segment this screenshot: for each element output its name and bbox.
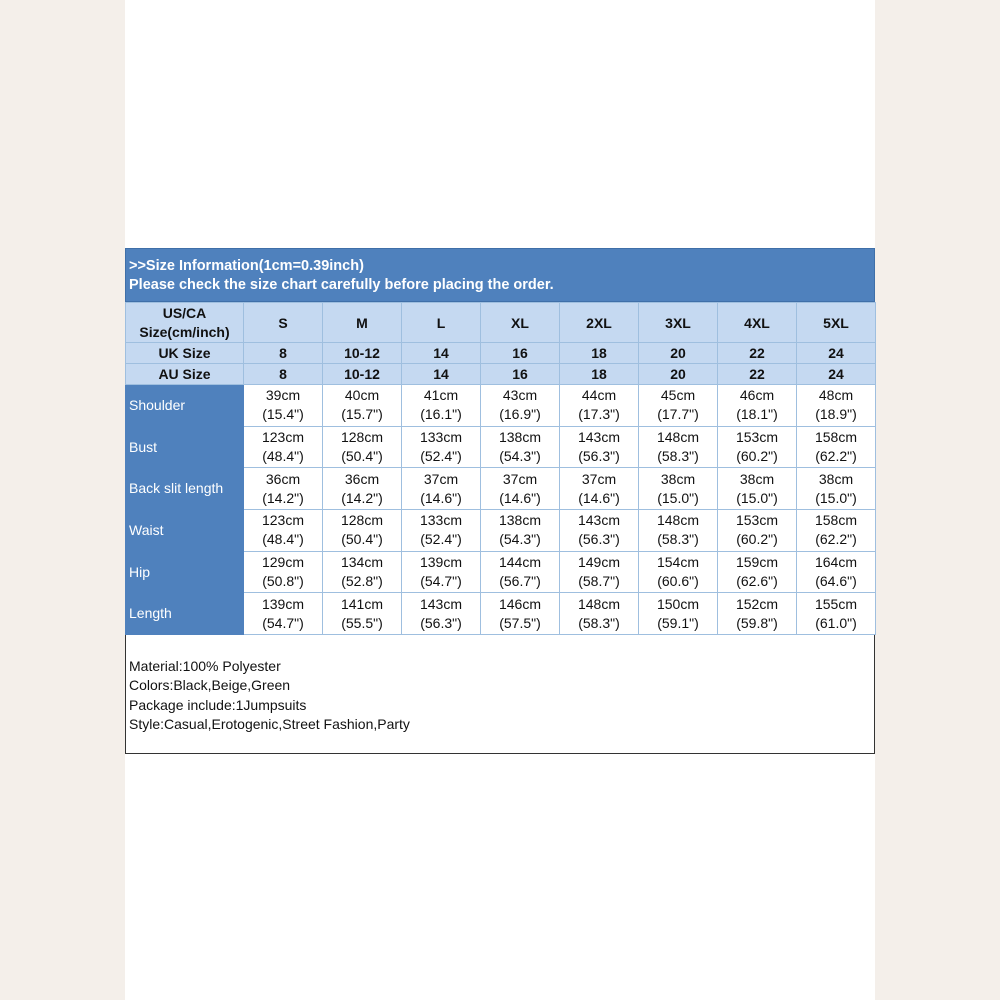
measurement-cell — [797, 468, 876, 510]
measurement-cell — [244, 468, 323, 510]
size-cell: 4XL — [718, 303, 797, 343]
measurement-cell — [797, 426, 876, 468]
inch-value: (48.4") — [262, 531, 304, 548]
cm-value: 46cm — [739, 387, 775, 404]
material-text: Material:100% Polyester — [129, 658, 281, 675]
measurement-cell — [481, 593, 560, 635]
inch-value: (48.4") — [262, 448, 304, 465]
uk-size-label: UK Size — [126, 343, 244, 364]
inch-value: (52.4") — [420, 531, 462, 548]
measurement-cell — [560, 468, 639, 510]
measurement-cell — [402, 385, 481, 427]
measurement-cell — [718, 468, 797, 510]
size-cell: M — [323, 303, 402, 343]
size-info-banner — [125, 248, 875, 302]
product-info-box — [125, 635, 875, 754]
cm-value: 144cm — [498, 554, 542, 571]
cm-value: 37cm — [581, 470, 617, 487]
measurement-cell — [560, 593, 639, 635]
inch-value: (58.3") — [657, 448, 699, 465]
size-cell: 2XL — [560, 303, 639, 343]
measurement-cell — [323, 468, 402, 510]
cm-value: 153cm — [735, 429, 779, 446]
us-ca-size-row — [126, 303, 876, 343]
inch-value: (56.3") — [420, 614, 462, 631]
size-table — [125, 302, 876, 635]
inch-value: (56.7") — [499, 573, 541, 590]
inch-value: (60.6") — [657, 573, 699, 590]
cm-value: 155cm — [814, 595, 858, 612]
inch-value: (57.5") — [499, 614, 541, 631]
inch-value: (54.7") — [262, 614, 304, 631]
inch-value: (14.2") — [341, 489, 383, 506]
measurement-cell — [481, 551, 560, 593]
size-cell: 22 — [718, 343, 797, 364]
measurement-cell — [481, 385, 560, 427]
size-cell: 16 — [481, 343, 560, 364]
measurement-cell — [402, 426, 481, 468]
inch-value: (18.1") — [736, 406, 778, 423]
cm-value: 39cm — [265, 387, 301, 404]
measurement-cell — [797, 510, 876, 552]
measurement-cell — [718, 593, 797, 635]
inch-value: (15.4") — [262, 406, 304, 423]
size-cell: 16 — [481, 364, 560, 385]
cm-value: 138cm — [498, 512, 542, 529]
product-image-sheet — [125, 0, 875, 1000]
measurement-cell — [560, 551, 639, 593]
cm-value: 159cm — [735, 554, 779, 571]
inch-value: (14.6") — [420, 489, 462, 506]
measurement-cell — [323, 593, 402, 635]
size-cell: 3XL — [639, 303, 718, 343]
measurement-cell — [244, 385, 323, 427]
cm-value: 143cm — [577, 512, 621, 529]
cm-value: 152cm — [735, 595, 779, 612]
cm-value: 158cm — [814, 429, 858, 446]
cm-value: 38cm — [818, 470, 854, 487]
measurement-row — [126, 468, 876, 510]
measurement-row — [126, 551, 876, 593]
inch-value: (15.7") — [341, 406, 383, 423]
measurement-label: Bust — [126, 426, 244, 468]
size-cell: 10-12 — [323, 364, 402, 385]
size-cell: 20 — [639, 364, 718, 385]
style-text: Style:Casual,Erotogenic,Street Fashion,Party — [129, 716, 410, 733]
colors-text: Colors:Black,Beige,Green — [129, 677, 291, 694]
uk-size-row — [126, 343, 876, 364]
measurement-cell — [560, 385, 639, 427]
inch-value: (14.6") — [578, 489, 620, 506]
measurement-cell — [797, 385, 876, 427]
cm-value: 150cm — [656, 595, 700, 612]
measurement-cell — [560, 426, 639, 468]
inch-value: (15.0") — [657, 489, 699, 506]
measurement-cell — [481, 468, 560, 510]
measurement-cell — [323, 510, 402, 552]
size-cell: 10-12 — [323, 343, 402, 364]
measurement-cell — [481, 426, 560, 468]
inch-value: (58.3") — [578, 614, 620, 631]
cm-value: 40cm — [344, 387, 380, 404]
measurement-row — [126, 593, 876, 635]
cm-value: 38cm — [739, 470, 775, 487]
inch-value: (17.3") — [578, 406, 620, 423]
inch-value: (54.3") — [499, 531, 541, 548]
measurement-label: Waist — [126, 510, 244, 552]
cm-value: 37cm — [502, 470, 538, 487]
size-cell: 22 — [718, 364, 797, 385]
inch-value: (16.1") — [420, 406, 462, 423]
size-cell: 8 — [244, 364, 323, 385]
cm-value: 138cm — [498, 429, 542, 446]
inch-value: (50.8") — [262, 573, 304, 590]
inch-value: (52.8") — [341, 573, 383, 590]
measurement-label: Shoulder — [126, 385, 244, 427]
cm-value: 158cm — [814, 512, 858, 529]
cm-value: 123cm — [261, 512, 305, 529]
measurement-cell — [718, 551, 797, 593]
measurement-row — [126, 426, 876, 468]
cm-value: 41cm — [423, 387, 459, 404]
size-info-notice: Please check the size chart carefully before placing the order. — [129, 277, 554, 293]
inch-value: (50.4") — [341, 531, 383, 548]
inch-value: (56.3") — [578, 531, 620, 548]
cm-value: 134cm — [340, 554, 384, 571]
measurement-rows — [126, 385, 876, 635]
measurement-cell — [639, 551, 718, 593]
measurement-cell — [323, 551, 402, 593]
measurement-cell — [560, 510, 639, 552]
size-cell: L — [402, 303, 481, 343]
cm-value: 48cm — [818, 387, 854, 404]
size-cell: XL — [481, 303, 560, 343]
inch-value: (64.6") — [815, 573, 857, 590]
size-cell: S — [244, 303, 323, 343]
measurement-cell — [481, 510, 560, 552]
inch-value: (50.4") — [341, 448, 383, 465]
inch-value: (16.9") — [499, 406, 541, 423]
size-cell: 8 — [244, 343, 323, 364]
inch-value: (60.2") — [736, 448, 778, 465]
cm-value: 133cm — [419, 429, 463, 446]
measurement-cell — [718, 510, 797, 552]
inch-value: (62.2") — [815, 531, 857, 548]
au-size-row — [126, 364, 876, 385]
size-cell: 20 — [639, 343, 718, 364]
measurement-cell — [797, 551, 876, 593]
cm-value: 38cm — [660, 470, 696, 487]
measurement-row — [126, 510, 876, 552]
cm-value: 139cm — [419, 554, 463, 571]
cm-value: 43cm — [502, 387, 538, 404]
cm-value: 128cm — [340, 512, 384, 529]
cm-value: 37cm — [423, 470, 459, 487]
cm-value: 146cm — [498, 595, 542, 612]
inch-value: (14.6") — [499, 489, 541, 506]
cm-value: 148cm — [656, 512, 700, 529]
cm-value: 143cm — [577, 429, 621, 446]
measurement-cell — [639, 468, 718, 510]
cm-value: 143cm — [419, 595, 463, 612]
size-chart — [125, 248, 875, 754]
size-cell: 18 — [560, 364, 639, 385]
inch-value: (62.6") — [736, 573, 778, 590]
size-cell: 24 — [797, 364, 876, 385]
cm-value: 148cm — [577, 595, 621, 612]
measurement-cell — [718, 385, 797, 427]
us-ca-size-label: US/CA Size(cm/inch) — [126, 303, 244, 343]
size-cell: 24 — [797, 343, 876, 364]
measurement-cell — [639, 510, 718, 552]
package-text: Package include:1Jumpsuits — [129, 696, 307, 713]
measurement-label: Hip — [126, 551, 244, 593]
inch-value: (55.5") — [341, 614, 383, 631]
measurement-cell — [244, 593, 323, 635]
inch-value: (58.3") — [657, 531, 699, 548]
cm-value: 141cm — [340, 595, 384, 612]
au-size-label: AU Size — [126, 364, 244, 385]
size-cell: 5XL — [797, 303, 876, 343]
cm-value: 154cm — [656, 554, 700, 571]
cm-value: 45cm — [660, 387, 696, 404]
inch-value: (54.3") — [499, 448, 541, 465]
measurement-cell — [323, 426, 402, 468]
size-cell: 14 — [402, 343, 481, 364]
inch-value: (56.3") — [578, 448, 620, 465]
inch-value: (59.8") — [736, 614, 778, 631]
size-info-title: >>Size Information(1cm=0.39inch) — [129, 258, 364, 274]
measurement-cell — [402, 593, 481, 635]
measurement-cell — [402, 468, 481, 510]
cm-value: 36cm — [265, 470, 301, 487]
cm-value: 139cm — [261, 595, 305, 612]
inch-value: (15.0") — [815, 489, 857, 506]
cm-value: 133cm — [419, 512, 463, 529]
inch-value: (15.0") — [736, 489, 778, 506]
inch-value: (54.7") — [420, 573, 462, 590]
cm-value: 148cm — [656, 429, 700, 446]
measurement-cell — [244, 426, 323, 468]
size-cell: 18 — [560, 343, 639, 364]
measurement-cell — [797, 593, 876, 635]
cm-value: 128cm — [340, 429, 384, 446]
cm-value: 164cm — [814, 554, 858, 571]
inch-value: (61.0") — [815, 614, 857, 631]
cm-value: 123cm — [261, 429, 305, 446]
measurement-row — [126, 385, 876, 427]
cm-value: 149cm — [577, 554, 621, 571]
cm-value: 129cm — [261, 554, 305, 571]
inch-value: (60.2") — [736, 531, 778, 548]
cm-value: 44cm — [581, 387, 617, 404]
measurement-cell — [244, 551, 323, 593]
measurement-label: Back slit length — [126, 468, 244, 510]
measurement-cell — [639, 426, 718, 468]
measurement-cell — [639, 593, 718, 635]
inch-value: (58.7") — [578, 573, 620, 590]
inch-value: (14.2") — [262, 489, 304, 506]
size-cell: 14 — [402, 364, 481, 385]
measurement-cell — [639, 385, 718, 427]
inch-value: (62.2") — [815, 448, 857, 465]
cm-value: 153cm — [735, 512, 779, 529]
inch-value: (17.7") — [657, 406, 699, 423]
cm-value: 36cm — [344, 470, 380, 487]
measurement-cell — [323, 385, 402, 427]
measurement-cell — [244, 510, 323, 552]
inch-value: (18.9") — [815, 406, 857, 423]
measurement-cell — [718, 426, 797, 468]
inch-value: (52.4") — [420, 448, 462, 465]
inch-value: (59.1") — [657, 614, 699, 631]
measurement-cell — [402, 510, 481, 552]
measurement-label: Length — [126, 593, 244, 635]
measurement-cell — [402, 551, 481, 593]
